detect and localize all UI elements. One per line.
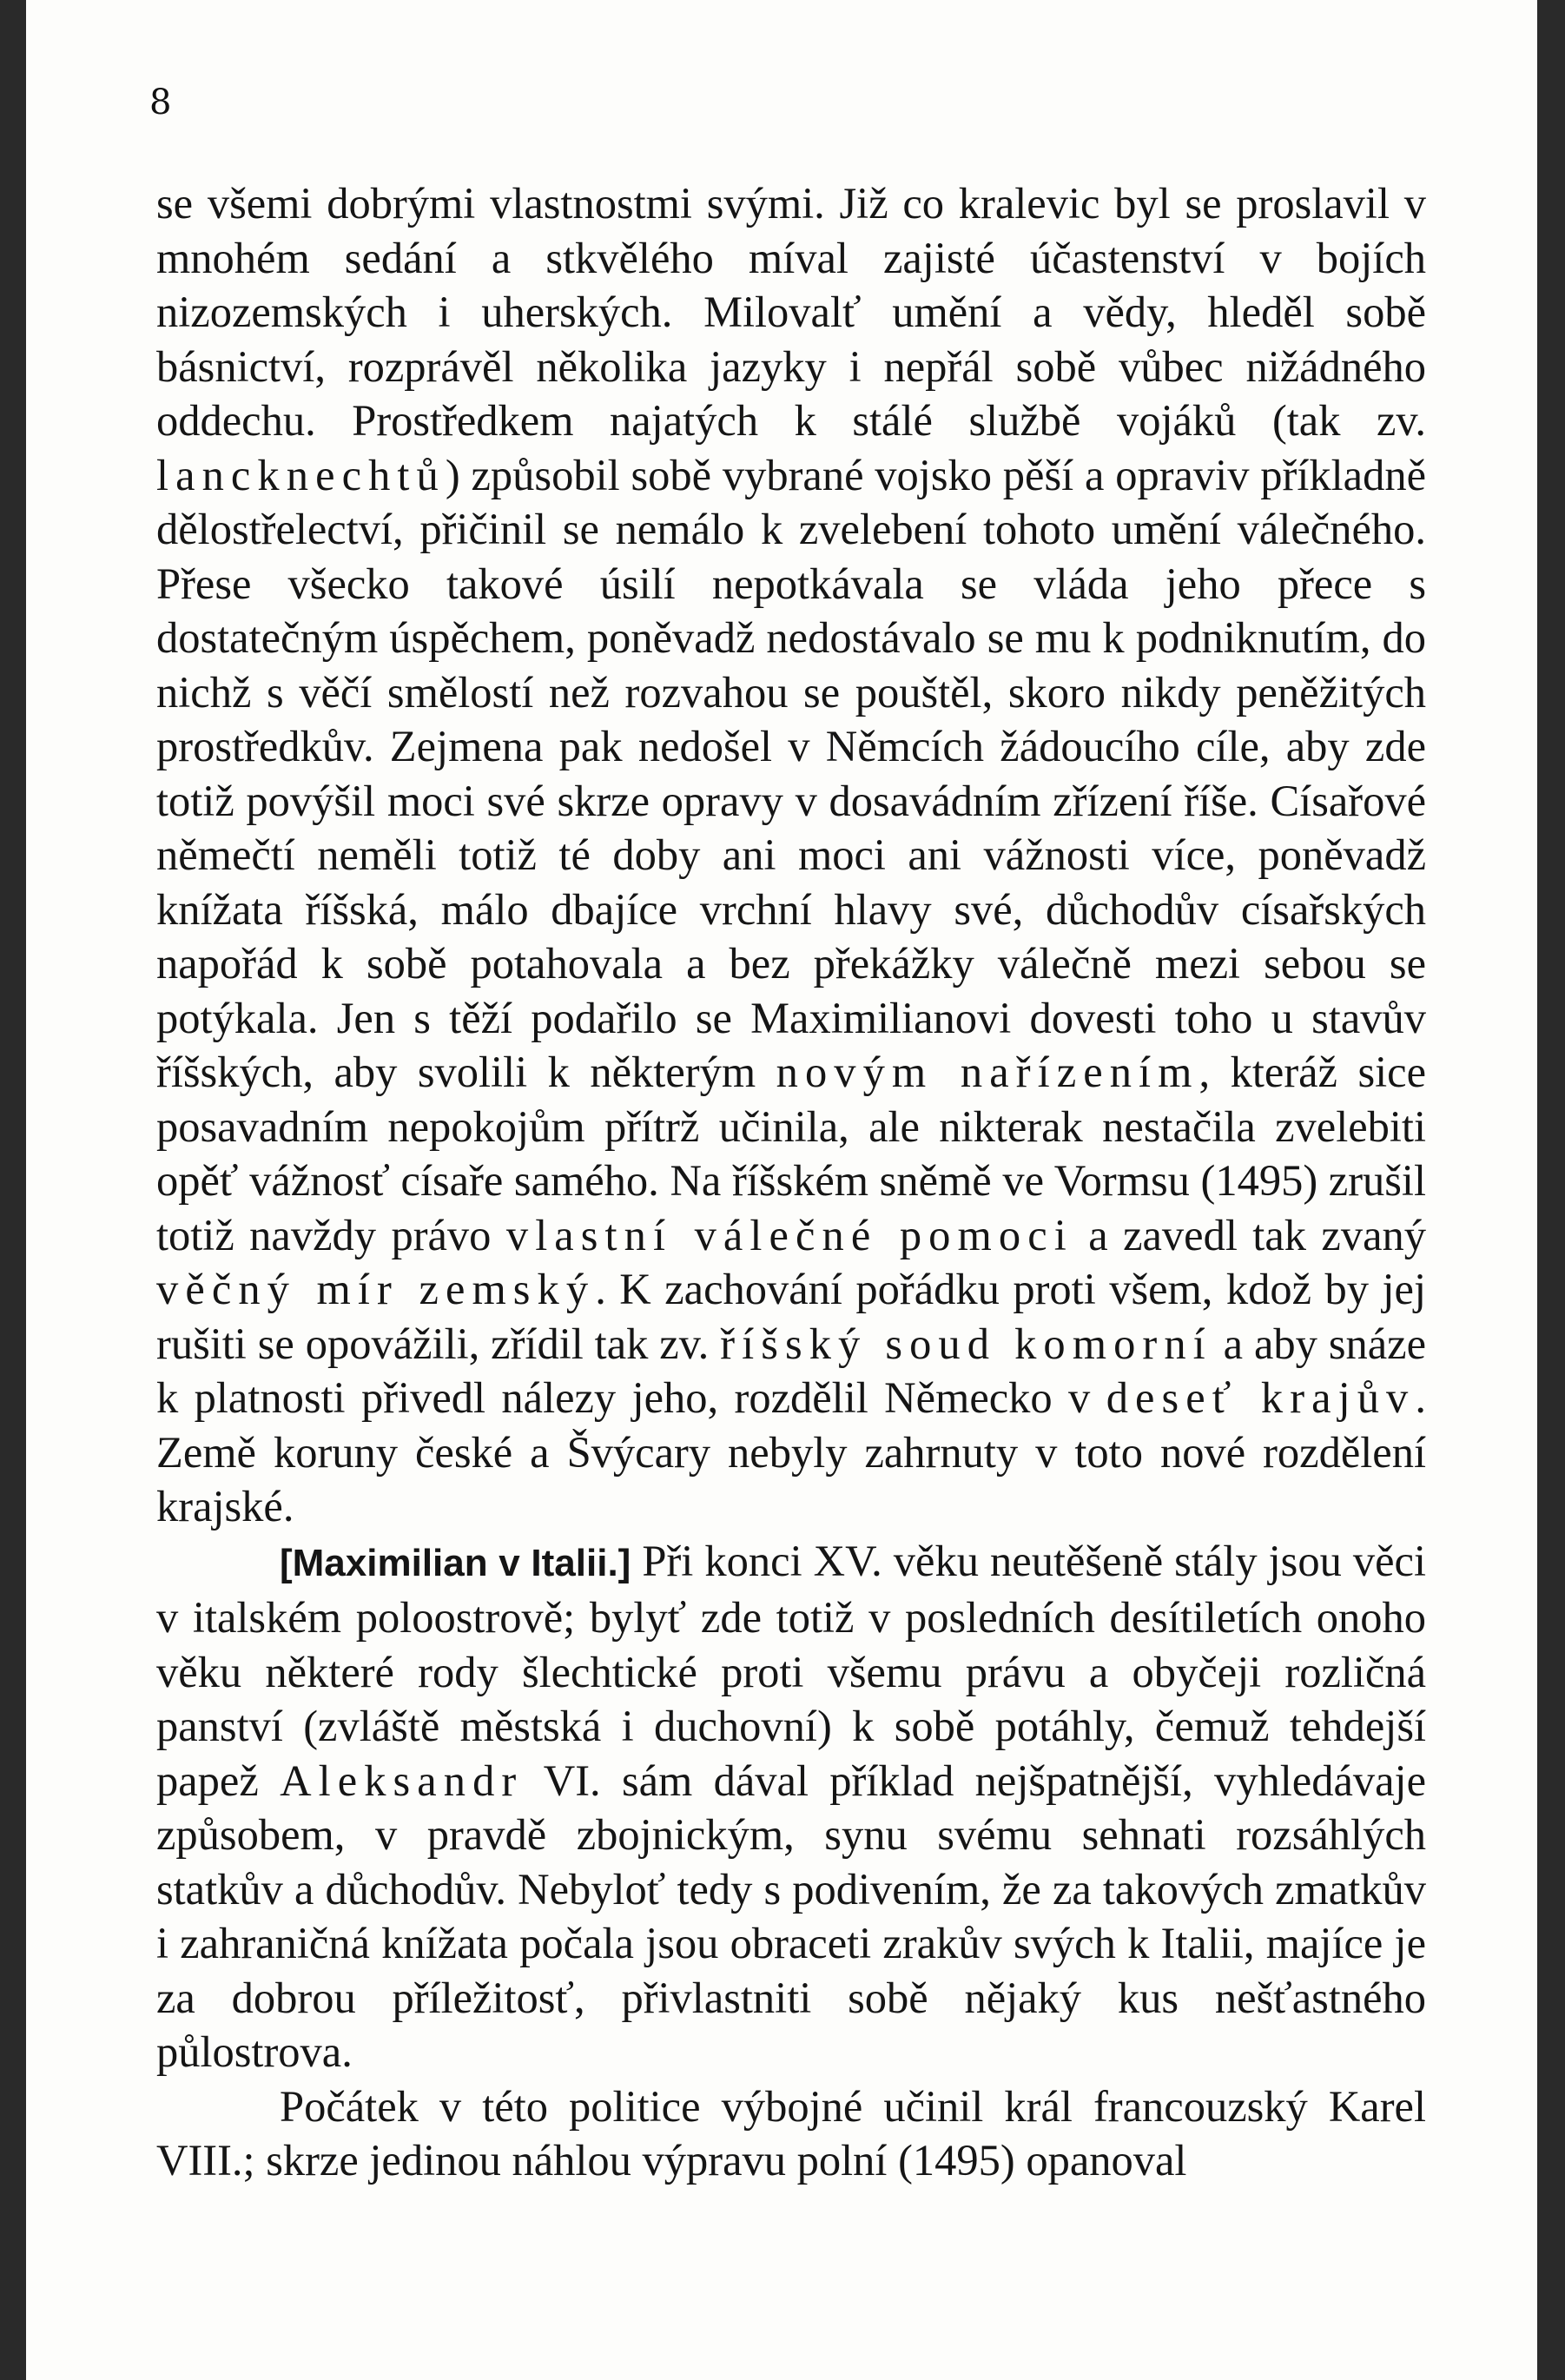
emphasis-deset-krajuv: deseť krajův bbox=[1106, 1373, 1416, 1422]
emphasis-aleksandr: Aleksandr bbox=[280, 1755, 524, 1805]
paragraph-3: Počátek v této politice výbojné učinil král francouzský Karel VIII.; skrze jedinou náhlou výpravu polní (1495) opanoval bbox=[156, 2081, 1426, 2185]
text-run: . K zachování pořádku proti všem, kdož by jej rušiti se opovážili, zřídil tak zv. bbox=[156, 1265, 1426, 1368]
text-run: a zavedl tak zvaný bbox=[1073, 1210, 1426, 1259]
text-run: se všemi dobrými vlastnostmi svými. Již co kralevic byl se proslavil v mnohém sedání a stkvělého míval zajisté účastenství v bojích nizozemských i uherských. Milovalť umění a vědy, hleděl sobě básnictví, rozprávěl několika jazyky i nepřál sobě vůbec nižádného oddechu. Prostředkem najatých k stálé službě vojáků (tak zv. bbox=[156, 179, 1426, 445]
emphasis-risky-soud: říšský soud komorní bbox=[720, 1319, 1212, 1368]
book-page bbox=[26, 0, 1537, 2380]
text-run: . Země koruny české a Švýcary nebyly zahrnuty v toto nové rozdělení krajské. bbox=[156, 1373, 1426, 1530]
paragraph-1 bbox=[156, 176, 1426, 1534]
emphasis-vecny-mir: věčný mír zemský bbox=[156, 1265, 596, 1313]
text-run: , kteráž sice posavadním nepokojům přítrž učinila, ale nikterak nestačila zvelebiti opěť vážnosť císaře samého. Na říšském sněmě ve Vormsu (1495) zrušil totiž navždy právo bbox=[156, 1048, 1426, 1259]
body-text bbox=[156, 176, 1426, 2188]
text-run: a aby snáze k platnosti přivedl nálezy jeho, rozdělil Německo v bbox=[156, 1319, 1426, 1422]
emphasis-lancknechtu: lancknechtů bbox=[156, 450, 446, 499]
paragraph-2 bbox=[156, 1534, 1426, 2079]
section-heading: [Maximilian v Italii.] bbox=[280, 1541, 631, 1584]
page-number: 8 bbox=[149, 83, 172, 122]
emphasis-valecne-pomoci: vlastní válečné pomoci bbox=[505, 1210, 1073, 1259]
text-run: ) způsobil sobě vybrané vojsko pěší a opraviv příkladně dělostřelectví, přičinil se nemálo k zvelebení tohoto umění válečného. Přese všecko takové úsilí nepotkávala se vláda jeho přece s dostatečným úspěchem, poněvadž nedostávalo se mu k podniknutím, do nichž s věčí smělostí než rozvahou se pouštěl, skoro nikdy peněžitých prostředkův. Zejmena pak nedošel v Němcích žádoucího cíle, aby zde totiž povýšil moci své skrze opravy v dosavádním zřízení říše. Císařové němečtí neměli totiž té doby ani moci ani vážnosti více, poněvadž knížata říšská, málo dbajíce vrchní hlavy své, důchodův císařských napořád k sobě potahovala a bez překážky válečně mezi sebou se potýkala. Jen s těží podařilo se Maximilianovi dovesti toho u stavův říšských, aby svolili k některým bbox=[156, 450, 1426, 1096]
text-run: VI. sám dával příklad nejšpatnější, vyhledávaje způsobem, v pravdě zbojnickým, synu svému sehnati rozsáhlých statkův a důchodův. Nebyloť tedy s podivením, že za takových zmatkův i zahraničná knížata počala jsou obraceti zrakův svých k Italii, majíce je za dobrou příležitosť, přivlastniti sobě nějaký kus nešťastného půlostrova. bbox=[156, 1755, 1426, 2076]
emphasis-nova-narizeni: novým nařízením bbox=[776, 1048, 1199, 1096]
text-run: Při konci XV. věku neutěšeně stály jsou věci v italském poloostrově; bylyť zde totiž v posledních desítiletích onoho věku některé rody šlechtické proti všemu právu a obyčeji rozličná panství (zvláště městská i duchovní) k sobě potáhly, čemuž tehdejší papež bbox=[156, 1536, 1426, 1805]
